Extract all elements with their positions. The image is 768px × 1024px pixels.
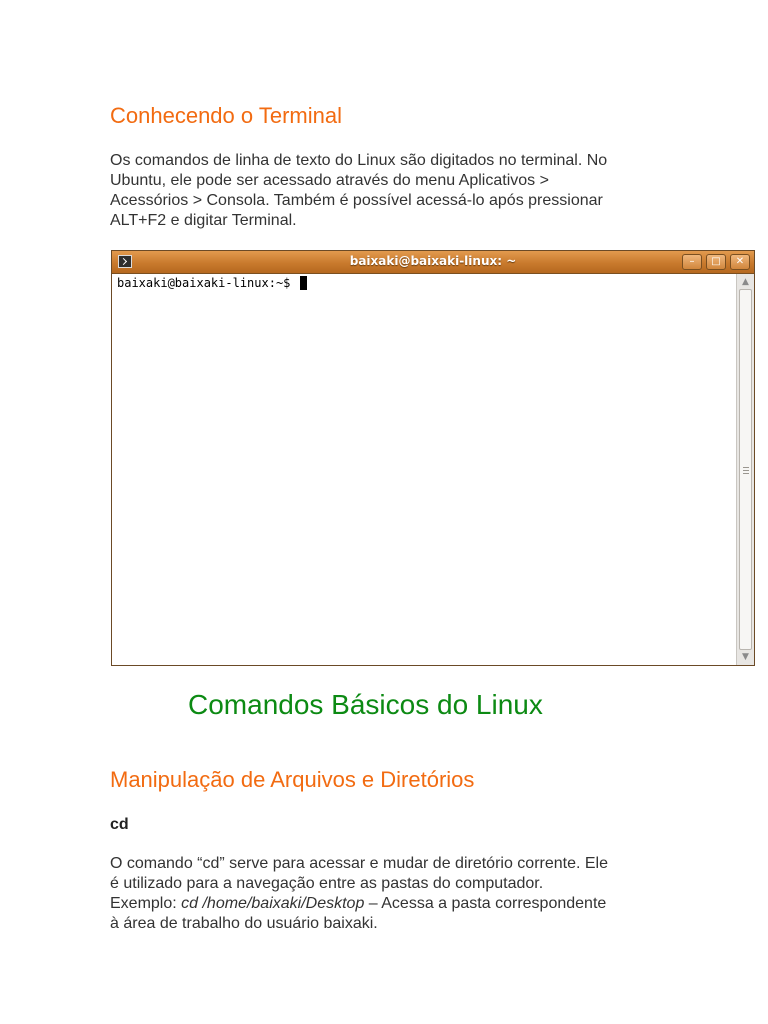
paragraph-line: à área de trabalho do usuário baixaki.: [110, 915, 378, 932]
scrollbar-thumb[interactable]: [739, 289, 752, 650]
terminal-prompt-line: [117, 276, 307, 290]
terminal-window-screenshot: [111, 250, 755, 666]
terminal-titlebar: [112, 251, 754, 274]
maximize-button[interactable]: □: [706, 254, 726, 270]
minimize-button[interactable]: –: [682, 254, 702, 270]
scrollbar-grip-icon: [743, 467, 749, 474]
close-button[interactable]: ✕: [730, 254, 750, 270]
paragraph-line: é utilizado para a navegação entre as pastas do computador.: [110, 875, 544, 892]
section-heading-files: Manipulação de Arquivos e Diretórios: [110, 767, 475, 792]
paragraph-line: Os comandos de linha de texto do Linux são digitados no terminal. No: [110, 152, 608, 169]
terminal-prompt: baixaki@baixaki-linux:~$: [117, 276, 298, 290]
cd-description-paragraph: [110, 854, 670, 934]
paragraph-line: ALT+F2 e digitar Terminal.: [110, 212, 297, 229]
text-cursor: [300, 276, 307, 290]
section-heading-terminal: Conhecendo o Terminal: [110, 103, 342, 128]
scroll-down-arrow-icon[interactable]: ▼: [742, 652, 749, 662]
example-label: Exemplo:: [110, 895, 182, 912]
terminal-intro-paragraph: [110, 151, 670, 231]
terminal-output-area[interactable]: [112, 274, 736, 665]
scroll-up-arrow-icon[interactable]: ▲: [742, 277, 749, 287]
paragraph-line: Acessórios > Consola. Também é possível acessá-lo após pressionar: [110, 192, 603, 209]
command-name: cd: [110, 816, 129, 833]
terminal-scrollbar[interactable]: [736, 274, 754, 665]
example-description: – Acessa a pasta correspondente: [364, 895, 607, 912]
main-title: Comandos Básicos do Linux: [188, 689, 543, 720]
terminal-window-title: baixaki@baixaki-linux: ~: [349, 254, 517, 268]
example-command: cd /home/baixaki/Desktop: [181, 895, 365, 912]
paragraph-line: Ubuntu, ele pode ser acessado através do menu Aplicativos >: [110, 172, 549, 189]
paragraph-line: O comando “cd” serve para acessar e mudar de diretório corrente. Ele: [110, 855, 609, 872]
